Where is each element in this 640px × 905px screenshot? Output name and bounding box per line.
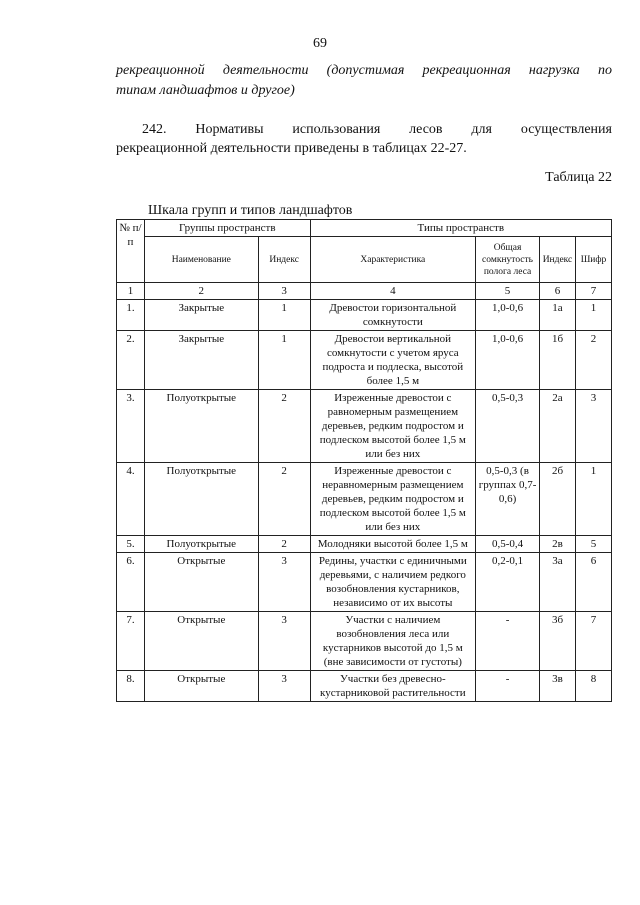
column-number: 2 [144,283,258,300]
intro-word: нагрузка [528,63,580,78]
row-density: 0,5-0,4 [476,536,540,553]
intro-word: деятельности [222,63,309,78]
column-number: 1 [117,283,145,300]
row-characteristic: Изреженные древостои с неравномерным размещением деревьев, редким подростом и подлеском высотой более 1,5 м или без них [310,463,475,536]
paragraph-word: использования [292,122,381,137]
row-code: 6 [575,553,611,612]
landscape-table [116,219,612,702]
intro-word: рекреационная [422,63,511,78]
row-characteristic: Участки с наличием возобновления леса или кустарников высотой до 1,5 м (вне зависимости от густоты) [310,612,475,671]
table-title: Шкала групп и типов ландшафтов [148,203,353,218]
column-number: 3 [258,283,310,300]
header-characteristic: Характеристика [310,237,475,283]
row-characteristic: Участки без древесно-кустарниковой растительности [310,671,475,702]
row-num: 4. [117,463,145,536]
table-row [117,553,612,612]
row-name: Открытые [144,553,258,612]
row-characteristic: Редины, участки с единичными деревьями, с наличием редкого возобновления кустарников, независимо от их высоты [310,553,475,612]
table-row [117,300,612,331]
column-number: 4 [310,283,475,300]
row-code: 5 [575,536,611,553]
row-code: 7 [575,612,611,671]
row-num: 2. [117,331,145,390]
row-code: 2 [575,331,611,390]
row-type-index: 2а [540,390,576,463]
column-number: 7 [575,283,611,300]
table-row [117,671,612,702]
row-num: 1. [117,300,145,331]
row-name: Полуоткрытые [144,390,258,463]
paragraph-word: осуществления [520,122,612,137]
row-density: 0,2-0,1 [476,553,540,612]
row-type-index: 1а [540,300,576,331]
header-index: Индекс [258,237,310,283]
row-index: 2 [258,536,310,553]
row-characteristic: Древостои горизонтальной сомкнутости [310,300,475,331]
column-number: 6 [540,283,576,300]
row-name: Закрытые [144,331,258,390]
table-row [117,463,612,536]
header-code: Шифр [575,237,611,283]
row-type-index: 3а [540,553,576,612]
paragraph-word: для [471,122,492,137]
row-index: 1 [258,300,310,331]
row-type-index: 3в [540,671,576,702]
row-name: Открытые [144,671,258,702]
paragraph-word: лесов [409,122,443,137]
intro-line-1 [116,61,612,81]
header-groups: Группы пространств [144,220,310,237]
row-type-index: 3б [540,612,576,671]
header-types: Типы пространств [310,220,611,237]
row-density: 0,5-0,3 [476,390,540,463]
paragraph-word: 242. [142,122,167,137]
intro-text [116,61,612,101]
row-num: 3. [117,390,145,463]
row-name: Закрытые [144,300,258,331]
row-name: Полуоткрытые [144,536,258,553]
row-characteristic: Изреженные древостои с равномерным размещением деревьев, редким подростом и подлеском высотой более 1,5 м или без них [310,390,475,463]
row-type-index: 2б [540,463,576,536]
intro-word: (допустимая [326,63,405,78]
intro-line-2: типам ландшафтов и другое) [116,83,295,98]
paragraph-242 [116,120,612,158]
table-row [117,536,612,553]
header-num: № п/п [117,220,145,283]
table-label: Таблица 22 [545,170,612,185]
intro-word: рекреационной [116,63,205,78]
intro-word: по [597,63,612,78]
row-characteristic: Молодняки высотой более 1,5 м [310,536,475,553]
table-row [117,612,612,671]
row-name: Открытые [144,612,258,671]
row-density: - [476,671,540,702]
row-type-index: 1б [540,331,576,390]
row-code: 1 [575,300,611,331]
row-num: 6. [117,553,145,612]
header-name: Наименование [144,237,258,283]
row-density: 1,0-0,6 [476,300,540,331]
paragraph-word: Нормативы [195,122,264,137]
row-name: Полуоткрытые [144,463,258,536]
row-density: 1,0-0,6 [476,331,540,390]
row-index: 3 [258,553,310,612]
row-num: 8. [117,671,145,702]
table-row [117,390,612,463]
row-index: 2 [258,390,310,463]
paragraph-line-2: рекреационной деятельности приведены в таблицах 22-27. [116,141,467,156]
row-density: - [476,612,540,671]
column-numbers-row [117,283,612,300]
row-characteristic: Древостои вертикальной сомкнутости с учетом яруса подроста и подлеска, высотой более 1,5 м [310,331,475,390]
page-number: 69 [313,36,327,51]
row-num: 7. [117,612,145,671]
paragraph-line-1 [116,120,612,139]
table-row [117,331,612,390]
row-code: 8 [575,671,611,702]
row-num: 5. [117,536,145,553]
header-type-index: Индекс [540,237,576,283]
row-code: 3 [575,390,611,463]
row-code: 1 [575,463,611,536]
row-index: 1 [258,331,310,390]
row-density: 0,5-0,3 (в группах 0,7-0,6) [476,463,540,536]
row-index: 3 [258,671,310,702]
row-index: 3 [258,612,310,671]
header-density: Общая сомкнутость полога леса [476,237,540,283]
row-type-index: 2в [540,536,576,553]
row-index: 2 [258,463,310,536]
column-number: 5 [476,283,540,300]
